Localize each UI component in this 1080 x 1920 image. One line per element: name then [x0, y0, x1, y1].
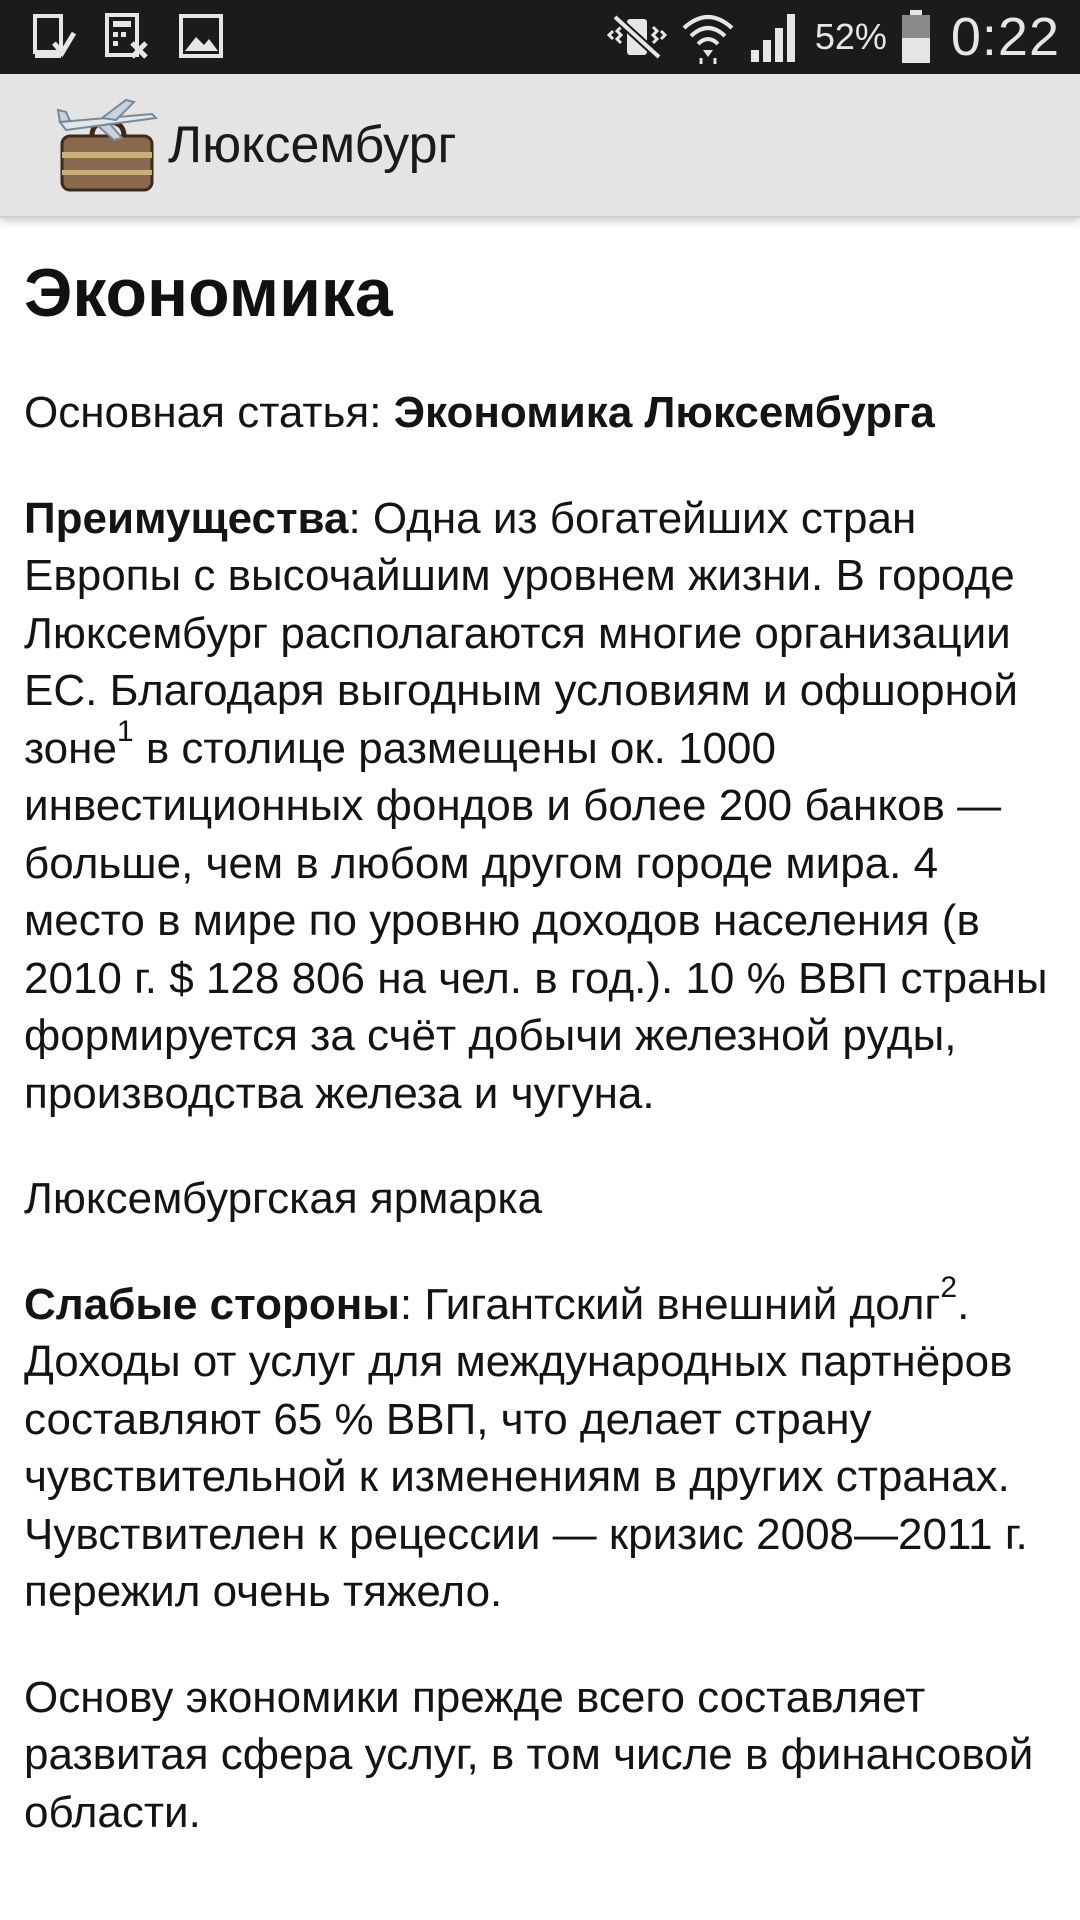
download-done-icon [32, 13, 76, 61]
main-article-link[interactable]: Экономика Люксембурга [393, 388, 935, 437]
advantages-text-2: в столице размещены ок. 1000 инвестиционных фондов и более 200 банков — больше, чем в любом другом городе мира. 4 место в мире по уровню доходов населения (в 2010 г. $ 128 806 на чел. в год.). 10 % ВВП страны формируется за счёт добычи железной руды, производства железа и чугуна. [24, 723, 1048, 1118]
app-title: Люксембург [168, 116, 457, 174]
footnote-ref-1[interactable]: 1 [116, 714, 134, 748]
article-content [24, 218, 1060, 1841]
advantages-text-1: : Одна из богатейших стран Европы с высочайшим уровнем жизни. В городе Люксембург располагаются многие организации ЕС. Благодаря выгодным условиям и офшорной зоне [24, 493, 1018, 773]
advantages-label: Преимущества [24, 493, 349, 543]
main-article-line [24, 384, 1060, 442]
battery-percent: 52% [814, 16, 887, 57]
advantages-paragraph [24, 490, 1060, 1123]
weaknesses-text-2: . Доходы от услуг для международных партнёров составляют 65 % ВВП, что делает страну чувствительной к изменениям в других странах. Чувствителен к рецессии — кризис 2008—2011 г. пережил очень тяжело. [24, 1279, 1028, 1616]
weaknesses-paragraph [24, 1270, 1060, 1621]
section-heading: Экономика [24, 255, 393, 331]
footnote-ref-2[interactable]: 2 [940, 1270, 958, 1304]
weaknesses-text-1: : Гигантский внешний долг [399, 1279, 941, 1329]
fair-caption: Люксембургская ярмарка [24, 1174, 543, 1223]
status-bar [0, 0, 1080, 74]
basis-paragraph: Основу экономики прежде всего составляет развитая сфера услуг, в том числе в финансовой области. [24, 1672, 1034, 1837]
notification-icons [32, 10, 224, 64]
travel-bag-plane-icon[interactable] [56, 96, 160, 194]
clock: 0:22 [950, 7, 1060, 67]
signal-icon [749, 12, 801, 62]
main-article-label: Основная статья: [24, 388, 394, 437]
wifi-icon [681, 10, 735, 64]
vibrate-mute-icon [607, 13, 667, 61]
action-bar [0, 74, 1080, 218]
battery-icon [901, 10, 931, 64]
weaknesses-label: Слабые стороны [24, 1279, 400, 1329]
calculator-icon [104, 13, 150, 61]
system-icons [607, 6, 1060, 68]
image-icon [178, 13, 224, 61]
